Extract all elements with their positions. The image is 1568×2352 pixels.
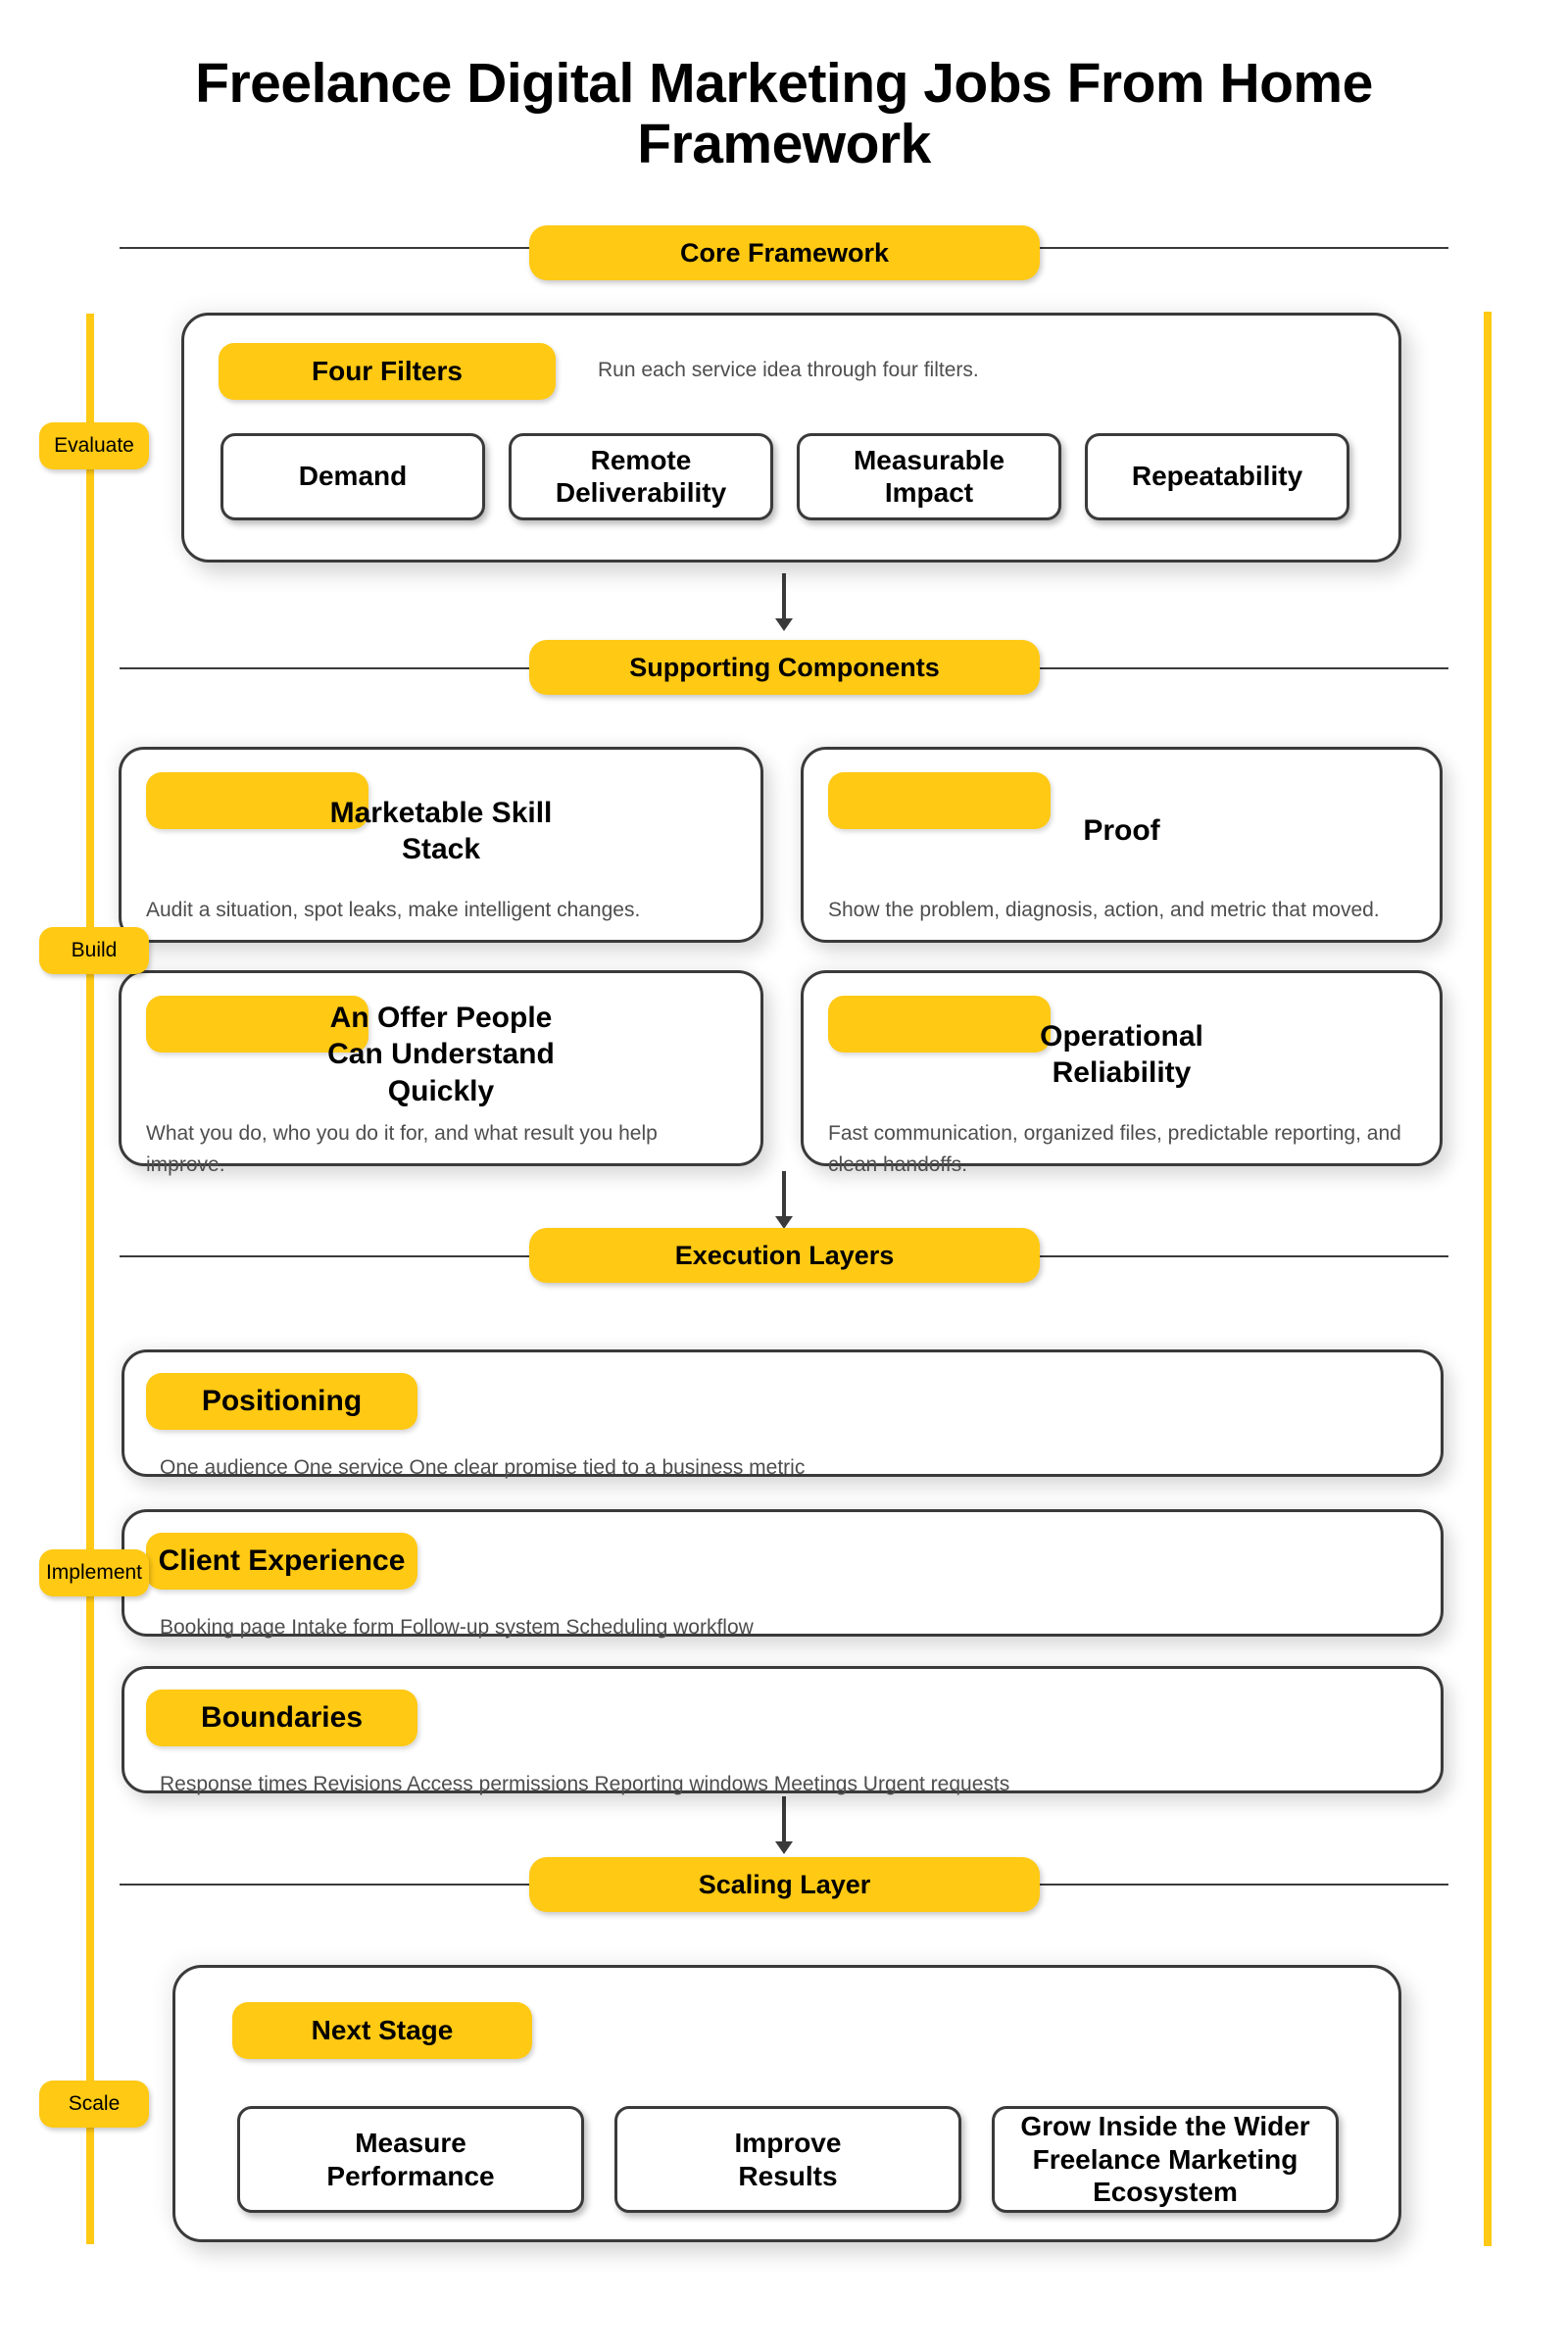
filter-label: Repeatability bbox=[1131, 461, 1303, 492]
filter-measurable-impact bbox=[797, 433, 1061, 520]
layer-description: One audience One service One clear promise tied to a business metric bbox=[160, 1456, 806, 1479]
layer-label-pill: Client Experience bbox=[146, 1533, 417, 1590]
filter-remote-deliverability bbox=[509, 433, 773, 520]
filter-label: Demand bbox=[298, 461, 408, 492]
item-grow-ecosystem bbox=[992, 2106, 1339, 2213]
card-title-text: Operational Reliability bbox=[1040, 1019, 1203, 1089]
flow-arrow-down bbox=[782, 1171, 786, 1217]
item-label: Grow Inside the Wider Freelance Marketing Ecosystem bbox=[1020, 2111, 1310, 2208]
card-operational-reliability bbox=[801, 970, 1443, 1176]
card-title-text: Marketable Skill Stack bbox=[329, 796, 553, 865]
section-header-scaling-layer: Scaling Layer bbox=[529, 1857, 1040, 1912]
next-stage-box bbox=[172, 1965, 1401, 2242]
layer-boundaries bbox=[122, 1666, 1444, 1793]
filter-demand bbox=[220, 433, 485, 520]
card-description: What you do, who you do it for, and what result you help improve. bbox=[146, 1122, 658, 1176]
section-header-core-framework: Core Framework bbox=[529, 225, 1040, 280]
stage-label-scale: Scale bbox=[39, 2081, 149, 2128]
filters-row bbox=[220, 433, 1349, 520]
flow-arrow-down bbox=[782, 573, 786, 619]
four-filters-box bbox=[181, 313, 1401, 563]
four-filters-description: Run each service idea through four filters. bbox=[598, 359, 979, 381]
section-header-supporting-components: Supporting Components bbox=[529, 640, 1040, 695]
layer-description: Booking page Intake form Follow-up system Scheduling workflow bbox=[160, 1616, 754, 1639]
item-label: Improve Results bbox=[734, 2127, 842, 2191]
layer-label-pill: Positioning bbox=[146, 1373, 417, 1430]
stage-label-implement: Implement bbox=[39, 1549, 149, 1596]
filter-label: Remote Deliverability bbox=[555, 445, 727, 508]
layer-client-experience bbox=[122, 1509, 1444, 1637]
layer-positioning bbox=[122, 1349, 1444, 1477]
right-stage-flow-line bbox=[1484, 312, 1492, 2246]
left-stage-flow-line bbox=[86, 314, 94, 2244]
card-description: Audit a situation, spot leaks, make intelligent changes. bbox=[146, 899, 641, 921]
card-title bbox=[804, 996, 1440, 1113]
layer-description: Response times Revisions Access permissions Reporting windows Meetings Urgent requests bbox=[160, 1773, 1010, 1795]
card-description: Show the problem, diagnosis, action, and metric that moved. bbox=[828, 899, 1380, 921]
card-title bbox=[122, 996, 760, 1113]
card-title bbox=[804, 772, 1440, 890]
page-title: Freelance Digital Marketing Jobs From Home Framework bbox=[195, 52, 1373, 175]
stage-label-build: Build bbox=[39, 927, 149, 974]
card-offer-people-understand bbox=[119, 970, 763, 1176]
item-improve-results bbox=[614, 2106, 961, 2213]
card-title-text: Proof bbox=[1083, 814, 1160, 848]
filter-label: Measurable Impact bbox=[853, 445, 1005, 508]
four-filters-pill: Four Filters bbox=[219, 343, 556, 400]
item-label: Measure Performance bbox=[326, 2127, 495, 2191]
filter-repeatability bbox=[1085, 433, 1349, 520]
layer-label-pill: Boundaries bbox=[146, 1690, 417, 1746]
item-measure-performance bbox=[237, 2106, 584, 2213]
next-stage-items-row bbox=[237, 2106, 1339, 2213]
card-title bbox=[122, 772, 760, 890]
card-description: Fast communication, organized files, predictable reporting, and clean handoffs. bbox=[828, 1122, 1401, 1176]
card-title-text: An Offer People Can Understand Quickly bbox=[327, 1001, 555, 1107]
next-stage-pill: Next Stage bbox=[232, 2002, 532, 2059]
stage-label-evaluate: Evaluate bbox=[39, 422, 149, 469]
section-header-execution-layers: Execution Layers bbox=[529, 1228, 1040, 1283]
card-proof bbox=[801, 747, 1443, 943]
flow-arrow-down bbox=[782, 1796, 786, 1842]
card-marketable-skill-stack bbox=[119, 747, 763, 943]
